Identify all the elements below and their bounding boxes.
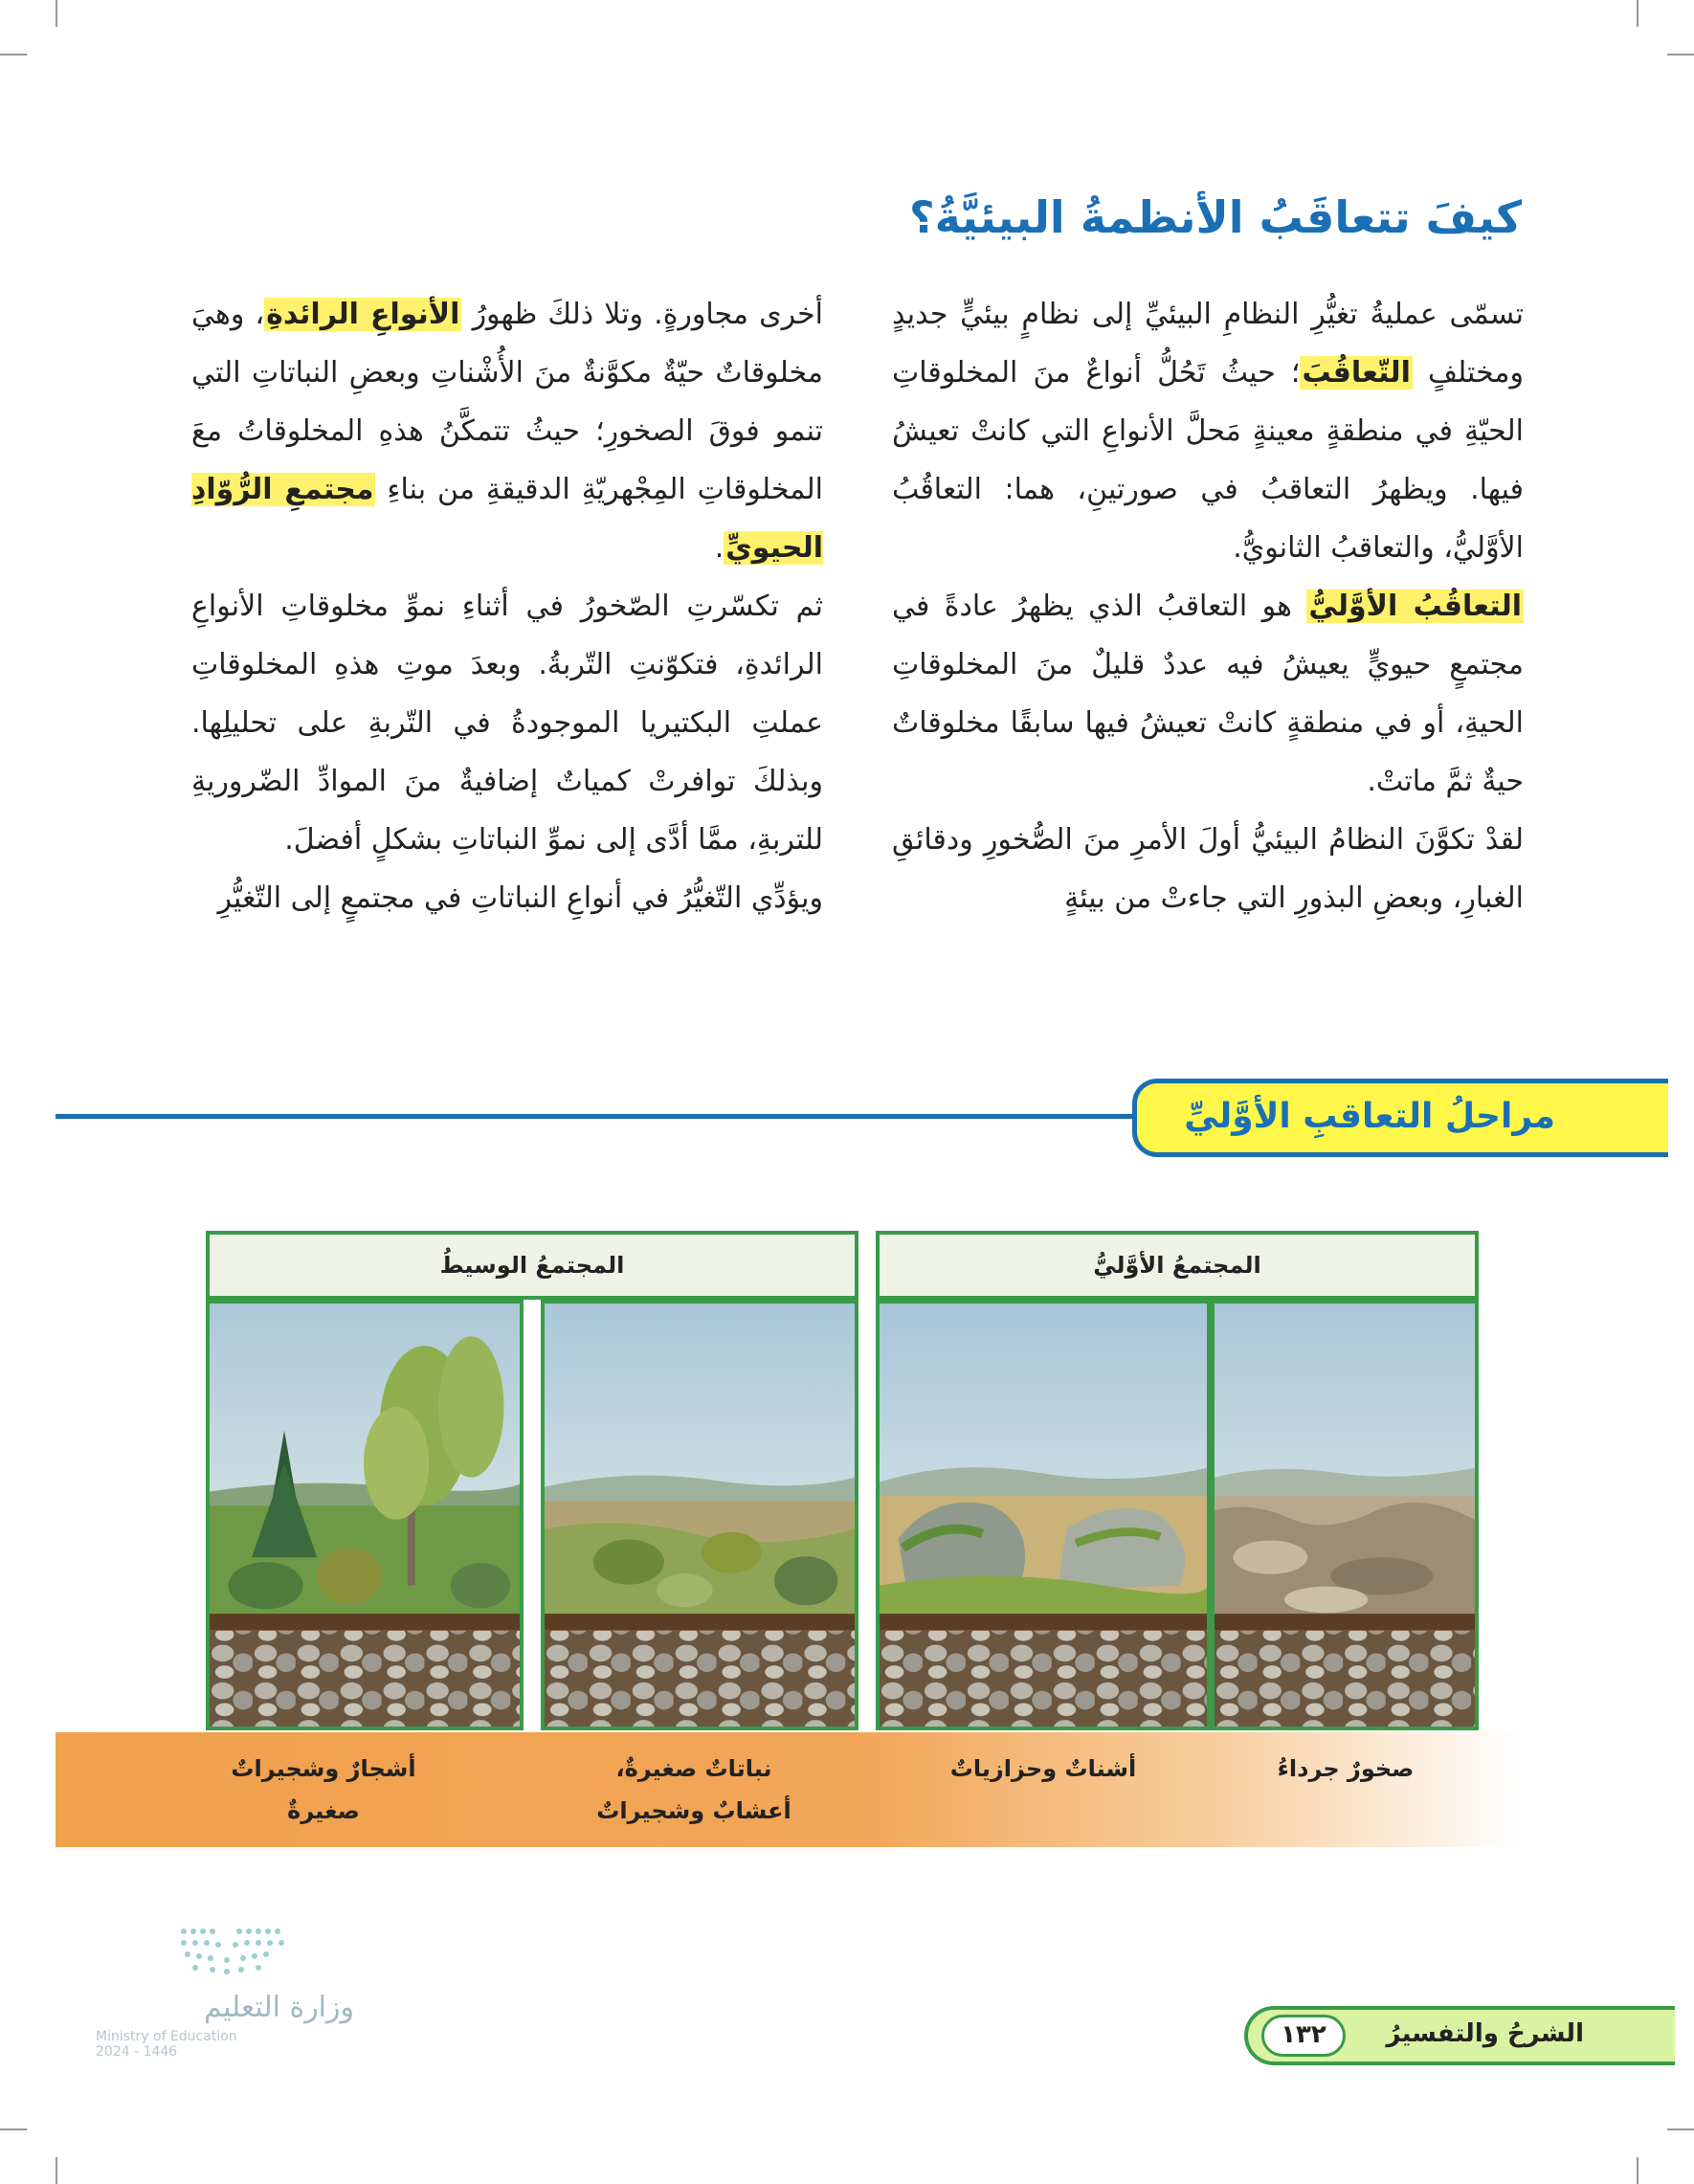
paragraph: ثم تكسّرتِ الصّخورُ في أثناءِ نموِّ مخلوقاتِ الأنواعِ الرائدةِ، فتكوّنتِ التّربةُ. وبعدَ موتِ هذهِ المخلوقاتِ عملتِ البكتيريا الموجودةُ في التّربةِ على تحليلِها. وبذلكَ توافرتْ كمياتٌ إضافيةٌ منَ الموادِّ الضّروريةِ للتربةِ، ممَّا أدَّى إلى نموِّ النباتاتِ بشكلٍ أفضلَ. — [191, 590, 823, 857]
page-number: ١٣٢ — [1261, 2015, 1346, 2057]
text-column-left — [191, 285, 823, 927]
section-heading: مراحلُ التعاقبِ الأوَّليِّ — [1184, 1097, 1555, 1136]
paragraph — [892, 285, 1524, 577]
section-banner — [1132, 1079, 1668, 1157]
caption-trees-shrubs — [180, 1748, 467, 1832]
caption-line: أشناتٌ وحزازياتٌ — [949, 1755, 1137, 1782]
crop-mark — [1637, 2157, 1638, 2184]
paragraph — [892, 577, 1524, 811]
text-run: . — [714, 531, 724, 565]
illustration-trees-shrubs — [206, 1300, 524, 1730]
crop-mark — [0, 54, 27, 56]
caption-line: نباتاتٌ صغيرةٌ، — [615, 1755, 772, 1782]
crop-mark — [0, 2128, 27, 2130]
ministry-name-en: Ministry of Education — [96, 2029, 237, 2044]
footer-section-tab — [1244, 2006, 1675, 2065]
edition-year: 2024 - 1446 — [96, 2044, 178, 2060]
section-divider — [56, 1114, 1156, 1119]
crop-mark — [56, 0, 57, 27]
caption-line: صخورٌ جرداءُ — [1277, 1755, 1415, 1782]
footer-section-label: الشرحُ والتفسيرُ — [1386, 2019, 1584, 2048]
caption-small-plants — [550, 1748, 837, 1832]
highlighted-term: التّعاقُبَ — [1302, 356, 1411, 390]
illustration-lichens-mosses — [876, 1300, 1211, 1730]
crop-mark — [56, 2157, 57, 2184]
ministry-logo-icon — [96, 1924, 354, 1981]
page-title: كيفَ تتعاقَبُ الأنظمةُ البيئيَّةُ؟ — [908, 191, 1522, 243]
illustration-bare-rock — [1211, 1300, 1479, 1730]
crop-mark — [1667, 2128, 1694, 2130]
highlighted-term: الأنواعِ الرائدةِ — [266, 298, 460, 331]
crop-mark — [1667, 54, 1694, 56]
text-run: تسمّى عمليةُ تغيُّرِ النظامِ البيئيِّ إلى نظامٍ بيئيٍّ جديدٍ ومختلفٍ — [892, 298, 1524, 390]
text-column-right — [892, 285, 1524, 927]
ministry-logo — [96, 1924, 354, 2060]
text-run: هو التعاقبُ الذي يظهرُ عادةً في مجتمعٍ حيويٍّ يعيشُ فيه عددٌ قليلٌ منَ المخلوقاتِ الحيةِ، أو في منطقةٍ كانتْ تعيشُ فيها سابقًا مخلوقاتٌ حيةٌ ثمَّ ماتتْ. — [892, 590, 1524, 798]
text-run: أخرى مجاورةٍ. وتلا ذلكَ ظهورُ — [461, 298, 824, 331]
text-run: ؛ حيثُ تَحُلُّ أنواعٌ منَ المخلوقاتِ الحيّةِ في منطقةٍ معينةٍ مَحلَّ الأنواعِ التي كانتْ تعيشُ فيها. ويظهرُ التعاقبُ في صورتينِ، هما: التعاقُبُ الأوَّليُّ، والتعاقبُ الثانويُّ. — [892, 356, 1524, 565]
ministry-name-ar: وزارة التعليم — [203, 1991, 354, 2024]
crop-mark — [1637, 0, 1638, 27]
highlighted-term: التعاقُبُ الأوَّليُّ — [1308, 590, 1522, 623]
paragraph: لقدْ تكوَّنَ النظامُ البيئيُّ أولَ الأمرِ منَ الصُّخورِ ودقائقِ الغبارِ، وبعضِ البذورِ التي جاءتْ من بيئةٍ — [892, 823, 1524, 915]
caption-lichens-mosses — [900, 1748, 1187, 1790]
caption-line: أشجارٌ وشجيراتٌ — [231, 1755, 416, 1782]
text-run: ، وهيَ مخلوقاتٌ حيّةٌ مكوَّنةٌ منَ الأُشْناتِ وبعضِ النباتاتِ التي تنمو فوقَ الصخورِ؛ حيثُ تتمكَّنُ هذهِ المخلوقاتُ معَ المخلوقاتِ المِجْهريّةِ الدقيقةِ من بناءِ — [191, 298, 823, 506]
caption-bare-rock — [1202, 1748, 1489, 1790]
stage-header-intermediate: المجتمعُ الوسيطُ — [206, 1231, 858, 1300]
caption-line: أعشابٌ وشجيراتٌ — [596, 1797, 791, 1824]
paragraph — [191, 285, 823, 577]
caption-line: صغيرةٌ — [287, 1797, 360, 1824]
illustration-small-plants — [541, 1300, 858, 1730]
highlighted-term: مجتمعِ الرُّوّادِ الحيويِّ — [191, 473, 823, 565]
paragraph: ويؤدِّي التّغيُّرُ في أنواعِ النباتاتِ في مجتمعٍ إلى التّغيُّرِ — [217, 881, 823, 915]
stage-header-pioneer: المجتمعُ الأوَّليُّ — [876, 1231, 1479, 1300]
